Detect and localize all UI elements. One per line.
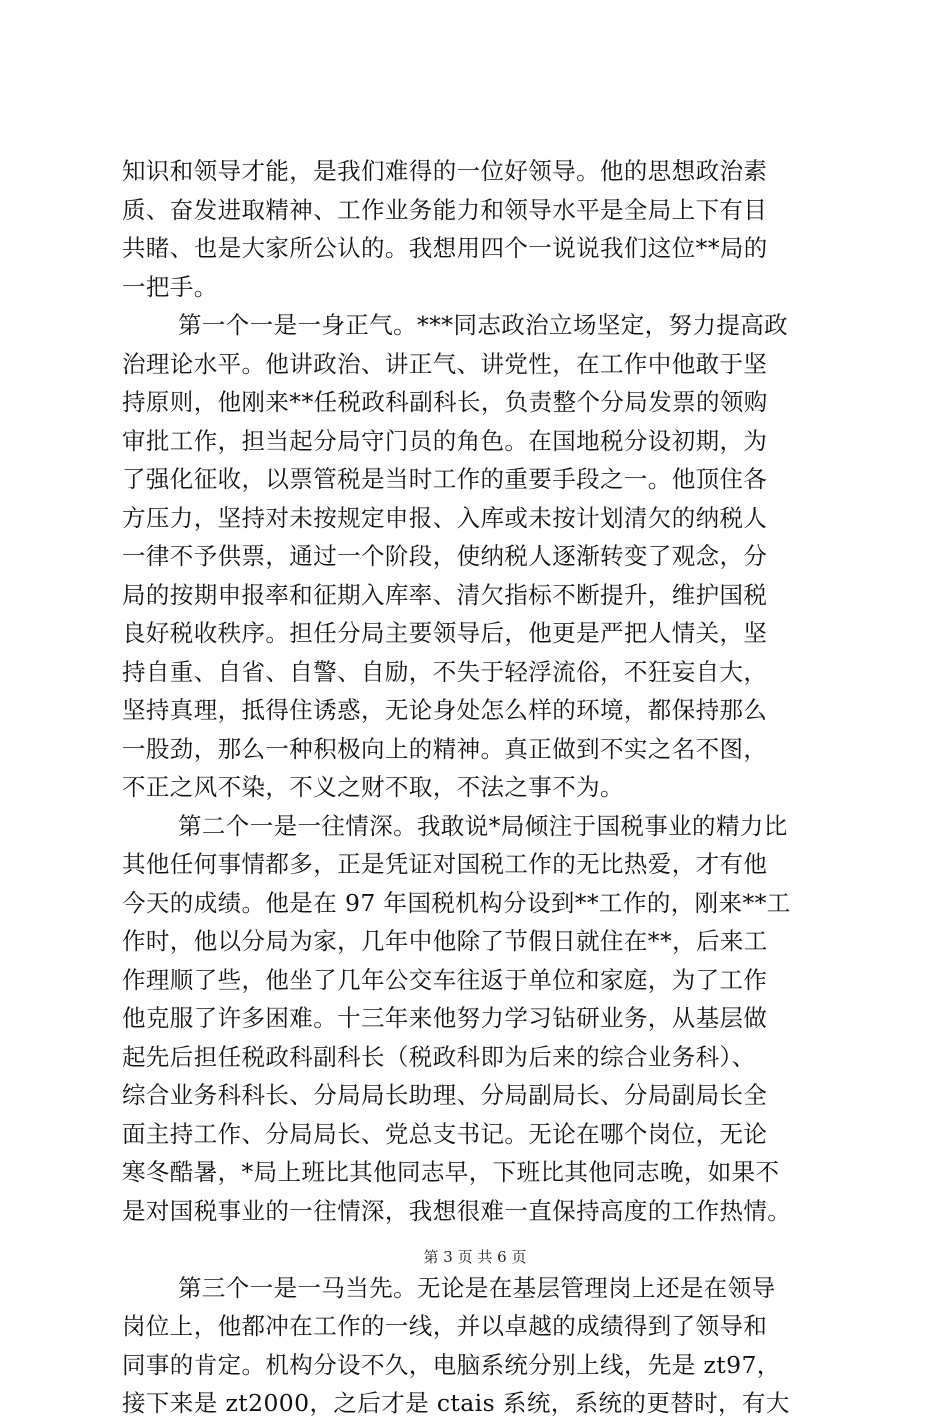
text-line: 不正之风不染，不义之财不取，不法之事不为。: [122, 773, 624, 801]
text-line: 了强化征收，以票管税是当时工作的重要手段之一。他顶住各: [122, 465, 768, 493]
text-line: 是对国税事业的一往情深，我想很难一直保持高度的工作热情。: [122, 1196, 792, 1225]
text-line: 审批工作，担当起分局守门员的角色。在国地税分设初期，为: [122, 426, 768, 455]
text-line: 岗位上，他都冲在工作的一线，并以卓越的成绩得到了领导和: [122, 1312, 768, 1340]
text-line: 起先后担任税政科副科长（税政科即为后来的综合业务科）、: [122, 1042, 756, 1071]
text-line: 持自重、自省、自警、自励，不失于轻浮流俗，不狂妄自大，: [122, 657, 768, 686]
text-line: 一律不予供票，通过一个阶段，使纳税人逐渐转变了观念，分: [122, 542, 768, 570]
text-line: 面主持工作、分局局长、党总支书记。无论在哪个岗位，无论: [122, 1119, 768, 1148]
text-line: 同事的肯定。机构分设不久，电脑系统分别上线，先是 zt97，: [122, 1350, 781, 1379]
page-number-footer: 第 3 页 共 6 页: [423, 1248, 527, 1266]
text-line: 良好税收秩序。担任分局主要领导后，他更是严把人情关，坚: [122, 619, 768, 647]
text-line: 持原则，他刚来**任税政科副科长，负责整个分局发票的领购: [122, 388, 768, 416]
text-line: 作时，他以分局为家，几年中他除了节假日就住在**，后来工: [122, 927, 768, 955]
text-line: 其他任何事情都多，正是凭证对国税工作的无比热爱，才有他: [122, 850, 768, 878]
body-text: [122, 152, 832, 1423]
text-line: 局的按期申报率和征期入库率、清欠指标不断提升，维护国税: [122, 580, 768, 609]
text-line: 接下来是 zt2000，之后才是 ctais 系统，系统的更替时，有大: [122, 1389, 790, 1417]
text-line: 一把手。: [122, 272, 218, 301]
text-line: 知识和领导才能，是我们难得的一位好领导。他的思想政治素: [122, 157, 768, 185]
text-line: 今天的成绩。他是在 97 年国税机构分设到**工作的，刚来**工: [122, 888, 791, 917]
text-line: 方压力，坚持对未按规定申报、入库或未按计划清欠的纳税人: [122, 503, 768, 532]
text-line: 坚持真理，抵得住诱惑，无论身处怎么样的环境，都保持那么: [122, 696, 768, 724]
paragraph-start-line: 第二个一是一往情深。我敢说*局倾注于国税事业的精力比: [178, 811, 788, 840]
paragraph-start-line: 第三个一是一马当先。无论是在基层管理岗上还是在领导: [178, 1273, 776, 1302]
text-line: 共睹、也是大家所公认的。我想用四个一说说我们这位**局的: [122, 234, 768, 262]
text-line: 寒冬酷暑，*局上班比其他同志早，下班比其他同志晚，如果不: [122, 1158, 780, 1186]
text-line: 综合业务科科长、分局局长助理、分局副局长、分局副局长全: [122, 1081, 768, 1109]
text-line: 作理顺了些，他坐了几年公交车往返于单位和家庭，为了工作: [122, 965, 768, 994]
text-line: 治理论水平。他讲政治、讲正气、讲党性，在工作中他敢于坚: [122, 349, 768, 378]
text-line: 一股劲，那么一种积极向上的精神。真正做到不实之名不图，: [122, 734, 768, 763]
text-line: 质、奋发进取精神、工作业务能力和领导水平是全局上下有目: [122, 195, 768, 224]
text-line: 他克服了许多困难。十三年来他努力学习钻研业务，从基层做: [122, 1004, 768, 1032]
paragraph-start-line: 第一个一是一身正气。***同志政治立场坚定，努力提高政: [178, 311, 789, 339]
